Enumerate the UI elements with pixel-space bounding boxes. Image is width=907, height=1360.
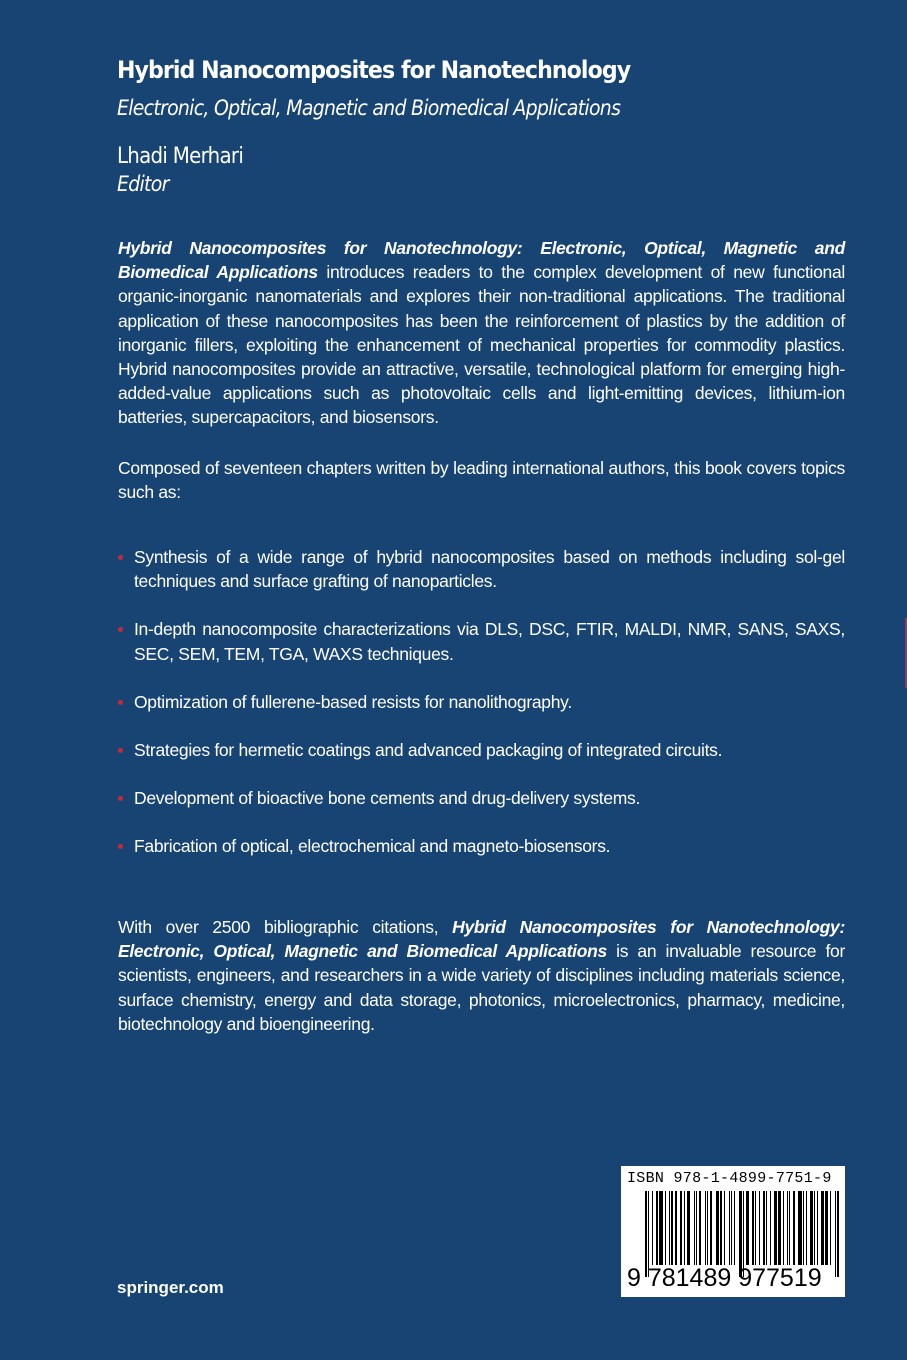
closing-bold-title: Hybrid Nanocomposites for Nanotechnology: Electronic, Optical, Magnetic and Biomedical Applications (118, 917, 846, 962)
bullet-text: In-depth nanocomposite characterizations via DLS, DSC, FTIR, MALDI, NMR, SANS, SAXS, SEC, SEM, TEM, TGA, WAXS techniques. (134, 619, 845, 664)
list-item (118, 617, 845, 665)
intro-text: introduces readers to the complex development of new functional organic-inorganic nanomaterials and explores their non-traditional applications. The traditional application of these nanocomposites has been the reinforcement of plastics by the addition of inorganic fillers, exploiting the enhancement of mechanical properties for commodity plastics. Hybrid nanocomposites provide an attractive, versatile, technological platform for emerging high-added-value applications such as photovoltaic cells and light-emitting devices, lithium-ion batteries, supercapacitors, and biosensors. (118, 262, 845, 428)
bullet-text: Optimization of fullerene-based resists for nanolithography. (134, 691, 572, 712)
isbn-digits: 9 781489 977519 (627, 1264, 822, 1292)
list-item (118, 690, 845, 714)
closing-text: is an invaluable resource for scientists, engineers, and researchers in a wide variety of disciplines including materials science, surface chemistry, energy and data storage, photonics, microelectronics, pharmacy, medicine, biotechnology and bioengineering. (118, 941, 845, 1034)
intro-paragraph (118, 236, 845, 430)
bullet-icon (118, 748, 123, 753)
topic-list (118, 545, 845, 883)
book-subtitle: Electronic, Optical, Magnetic and Biomedical Applications (117, 96, 621, 120)
editor-role: Editor (117, 172, 169, 196)
bullet-icon (118, 627, 123, 632)
list-item (118, 786, 845, 810)
isbn-label: ISBN 978-1-4899-7751-9 (627, 1170, 832, 1187)
intro-bold-title: Hybrid Nanocomposites for Nanotechnology: Electronic, Optical, Magnetic and Biomedical Applications (118, 238, 845, 283)
bullet-icon (118, 555, 123, 560)
bullet-text: Fabrication of optical, electrochemical and magneto-biosensors. (134, 836, 611, 857)
book-title: Hybrid Nanocomposites for Nanotechnology (117, 56, 631, 84)
bullet-text: Synthesis of a wide range of hybrid nanocomposites based on methods including sol-gel techniques and surface grafting of nanoparticles. (134, 547, 845, 592)
bullet-icon (118, 844, 123, 849)
bullet-icon (118, 796, 123, 801)
bullet-text: Strategies for hermetic coatings and advanced packaging of integrated circuits. (134, 740, 723, 761)
list-item (118, 834, 845, 858)
bullet-icon (118, 700, 123, 705)
list-item (118, 545, 845, 593)
bullet-text: Development of bioactive bone cements and drug-delivery systems. (134, 788, 641, 809)
closing-paragraph (118, 915, 845, 1036)
publisher-link[interactable]: springer.com (117, 1278, 224, 1297)
isbn-barcode-box (621, 1166, 845, 1297)
topics-intro: Composed of seventeen chapters written by leading international authors, this book covers topics such as: (118, 458, 845, 503)
editor-name: Lhadi Merhari (117, 144, 244, 169)
closing-prefix: With over 2500 bibliographic citations, (118, 917, 453, 937)
list-item (118, 738, 845, 762)
